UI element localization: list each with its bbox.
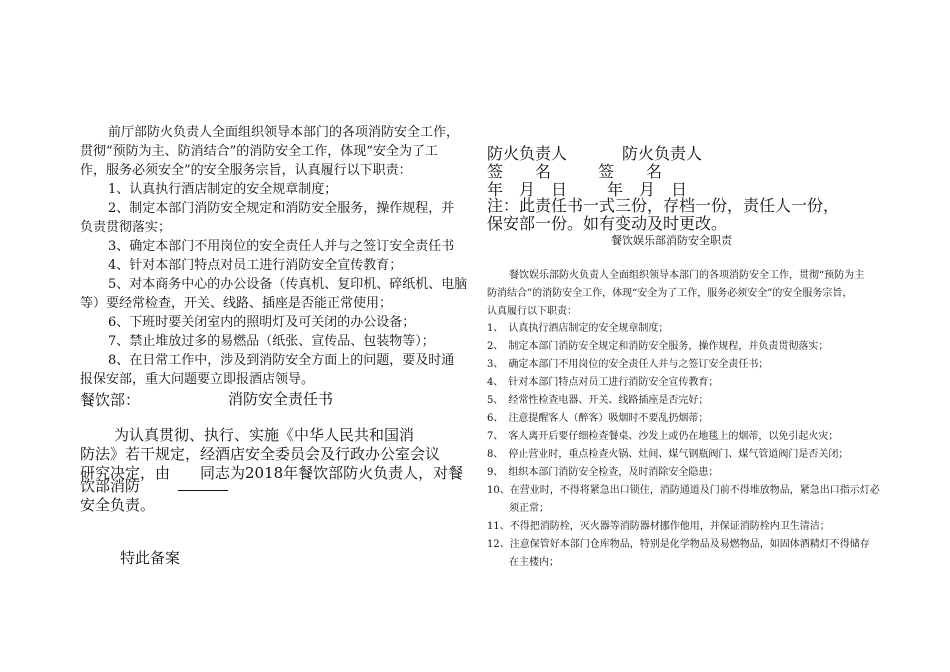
right-intro-line: 认真履行以下职责：: [487, 306, 577, 317]
left-duty-item: 6、下班时要关闭室内的照明灯及可关闭的办公设备；: [108, 315, 416, 330]
left-duty-item: 7、禁止堆放过多的易燃品（纸张、宣传品、包装物等）；: [108, 334, 435, 349]
left-duty-item: 4、针对本部门特点对员工进行消防安全宣传教育；: [108, 258, 403, 273]
note-line: 保安部一份。如有变动及时更改。: [487, 214, 728, 233]
left-intro-line: 前厅部防火负责人全面组织领导本部门的各项消防安全工作，: [108, 125, 460, 140]
left-duty-item: 负责贯彻落实；: [80, 220, 172, 235]
responsibility-title: 消防安全责任书: [228, 390, 334, 408]
signature-label: 签 名: [487, 162, 552, 181]
left-intro-line: 贯彻“预防为主、防消结合”的消防安全工作，体现“安全为了工: [80, 144, 438, 159]
right-intro-line: 防消结合”的消防安全工作，体现“安全为了工作，服务必须安全”的安全服务宗旨，: [487, 288, 853, 299]
right-duty-item: 10、在营业时，不得将紧急出口锁住，消防通道及门前不得堆放物品，紧急出口指示灯必: [487, 485, 880, 496]
right-duty-item: 3、 确定本部门不用岗位的安全责任人并与之签订安全责任书；: [487, 359, 769, 370]
date-label: 年 月 日: [487, 180, 568, 199]
date-label: 年 月 日: [607, 180, 688, 199]
left-intro-line: 作，服务必须安全”的安全服务宗旨，认真履行以下职责：: [80, 163, 412, 178]
right-duty-item: 4、 针对本部门特点对员工进行消防安全宣传教育；: [487, 377, 719, 388]
body-line: 研究决定，由 同志为2018年餐饮部防火负责人，对餐: [80, 464, 464, 482]
left-duty-item: 5、对本商务中心的办公设备（传真机、复印机、碎纸机、电脑: [108, 277, 468, 292]
body-line: 安全负责。: [80, 496, 156, 514]
left-duty-item: 1、认真执行酒店制定的安全规章制度；: [108, 182, 338, 197]
blank-underline: [178, 478, 228, 491]
right-duty-item: 7、 客人离开后要仔细检查餐桌、沙发上或仍在地毯上的烟蒂，以免引起火灾；: [487, 431, 839, 442]
section-title: 餐饮娱乐部消防安全职责: [611, 234, 732, 247]
right-duty-item: 9、 组织本部门消防安全检查，及时消除安全隐患；: [487, 467, 719, 478]
signature-label: 防火负责人: [487, 144, 568, 163]
right-duty-item: 2、 制定本部门消防安全规定和消防安全服务，操作规程，并负责贯彻落实；: [487, 341, 829, 352]
right-intro-line: 餐饮娱乐部防火负责人全面组织领导本部门的各项消防安全工作，贯彻“预防为主: [509, 270, 865, 281]
right-duty-item: 在主楼内；: [509, 557, 559, 568]
body-line: 为认真贯彻、执行、实施《中华人民共和国消: [114, 426, 415, 444]
body-line: 防法》若干规定，经酒店安全委员会及行政办公室会议: [80, 445, 441, 463]
right-duty-item: 1、 认真执行酒店制定的安全规章制度；: [487, 323, 669, 334]
closing-text: 特此备案: [120, 549, 181, 567]
department-label: 餐饮部：: [80, 391, 141, 409]
signature-label: 签 名: [598, 162, 663, 181]
right-duty-item: 11、不得把消防栓，灭火器等消防器材挪作他用，并保证消防栓内卫生清洁；: [487, 521, 830, 532]
left-duty-item: 等）要经常检查，开关、线路、插座是否能正常使用；: [80, 296, 393, 311]
note-line: 注：此责任书一式三份，存档一份，责任人一份，: [487, 196, 840, 215]
body-line: 饮部消防: [80, 477, 141, 495]
left-duty-item: 2、制定本部门消防安全规定和消防安全服务，操作规程，并: [108, 201, 455, 216]
right-duty-item: 12、注意保管好本部门仓库物品，特别是化学物品及易燃物品，如固体酒精灯不得储存: [487, 539, 870, 550]
signature-label: 防火负责人: [622, 144, 703, 163]
left-duty-item: 8、在日常工作中，涉及到消防安全方面上的问题，要及时通: [108, 353, 455, 368]
left-duty-item: 报保安部，重大问题要立即报酒店领导。: [80, 372, 315, 387]
right-duty-item: 8、 停止营业时，重点检查火锅、灶间、煤气钢瓶阀门、煤气管道阀门是否关闭；: [487, 449, 849, 460]
right-duty-item: 须正常；: [509, 503, 549, 514]
left-duty-item: 3、确定本部门不用岗位的安全责任人并与之签订安全责任书: [108, 239, 455, 254]
right-duty-item: 6、 注意提醒客人（醉客）吸烟时不要乱扔烟蒂；: [487, 413, 709, 424]
right-duty-item: 5、 经常性检查电器、开关、线路插座是否完好；: [487, 395, 709, 406]
